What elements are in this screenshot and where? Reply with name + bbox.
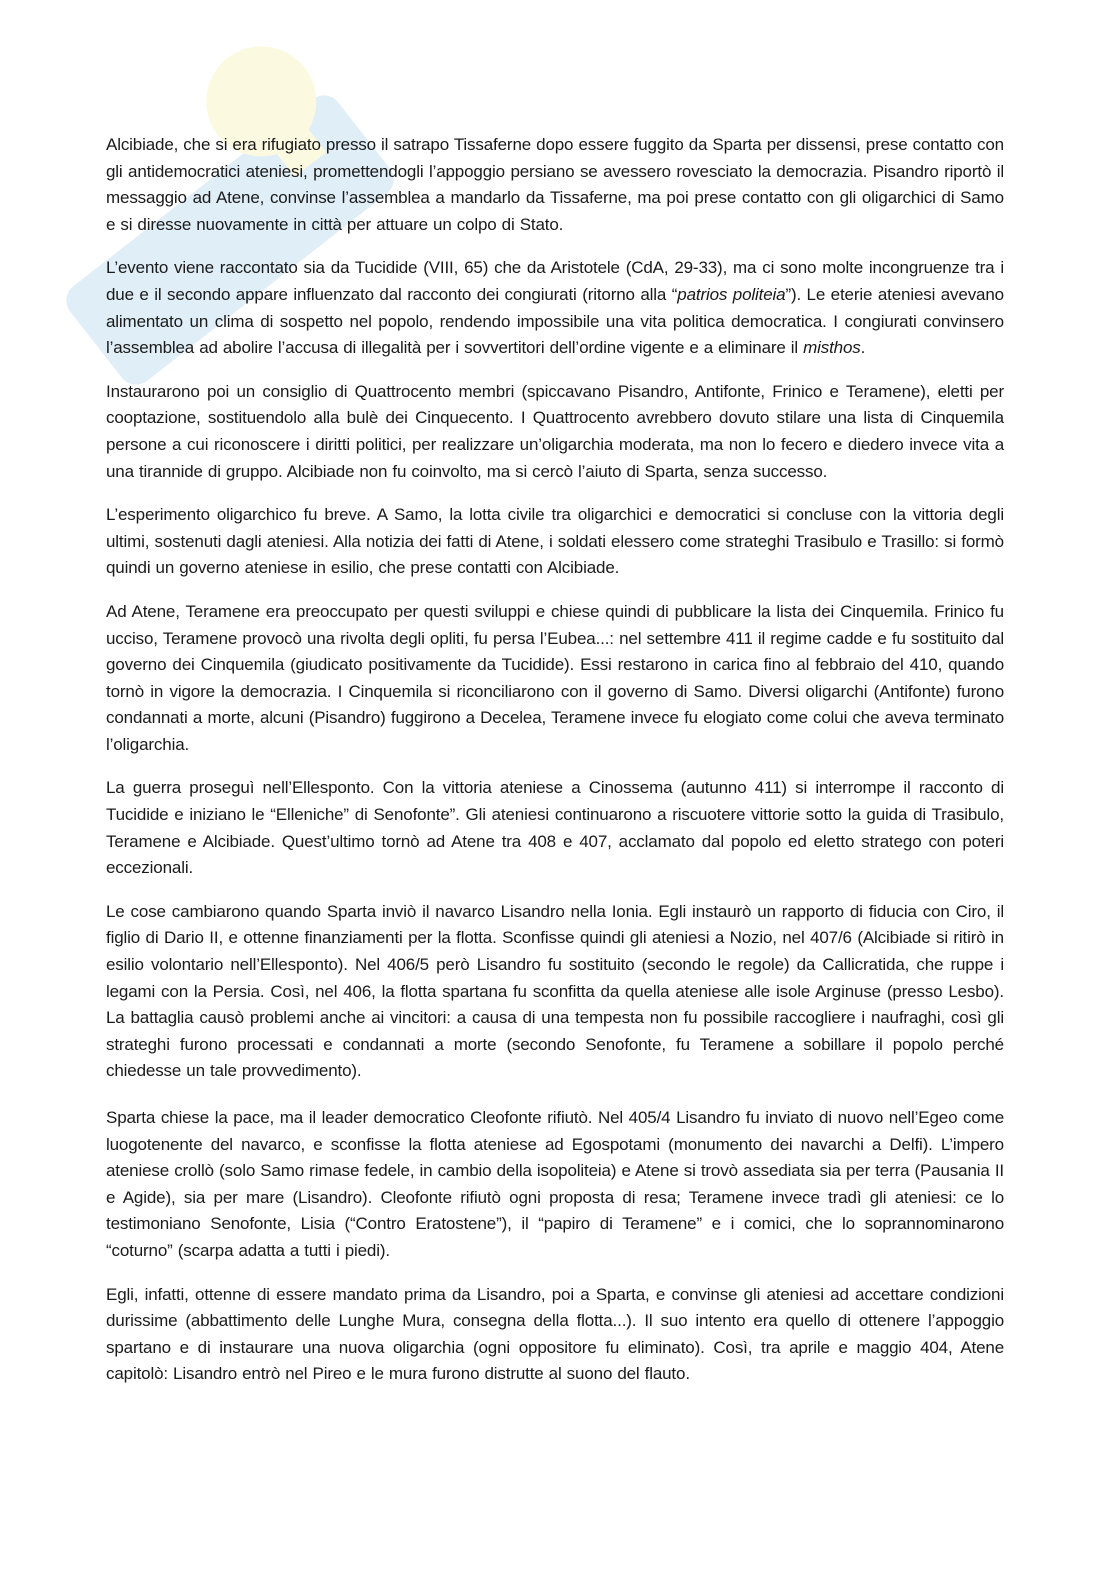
paragraph-ellesponto: La guerra proseguì nell’Ellesponto. Con la vittoria ateniese a Cinossema (autunno 411) si interrompe il racconto di Tucidide e iniziano le “Elleniche” di Senofonte”. Gli ateniesi continuarono a riscuotere vittorie sotto la guida di Trasibulo, Teramene e Alcibiade. Quest’ultimo tornò ad Atene tra 408 e 407, acclamato dal popolo ed eletto stratego con poteri eccezionali. (106, 778, 1004, 878)
paragraph-lisandro-ionia: Le cose cambiarono quando Sparta inviò il navarco Lisandro nella Ionia. Egli instaurò un rapporto di fiducia con Ciro, il figlio di Dario II, e ottenne finanziamenti per la flotta. Sconfisse quindi gli ateniesi a Nozio, nel 407/6 (Alcibiade si ritirò in esilio volontario nell’Ellesponto). Nel 406/5 però Lisandro fu sostituito (secondo le regole) da Callicratida, che ruppe i legami con la Persia. Così, nel 406, la flotta spartana fu sconfitta da quella ateniese alle isole Arginuse (presso Lesbo). La battaglia causò problemi anche ai vincitori: a causa di una tempesta non fu possibile raccogliere i naufraghi, così gli strateghi furono processati e condannati a morte (secondo Senofonte, fu Teramene a sobillare il popolo perché chiedesse un tale provvedimento). (106, 901, 1004, 1081)
paragraph-segment: . (860, 338, 866, 358)
paragraph-segment: ”). Le eterie ateniesi avevano alimentato un clima di sospetto nel popolo, rendendo impossibile una vita politica democratica. I congiurati convinsero l’assemblea ad abolire l’accusa di illegalità per i sovvertitori dell’ordine vigente e a eliminare il (106, 284, 1004, 358)
paragraph-quattrocento: Instaurarono poi un consiglio di Quattrocento membri (spiccavano Pisandro, Antifonte, Frinico e Teramene), eletti per cooptazione, sostituendolo alla bulè dei Cinquecento. I Quattrocento avrebbero dovuto stilare una lista di Cinquemila persone a cui riconoscere i diritti politici, per realizzare un’oligarchia moderata, ma non lo fecero e diedero invece vita a una tirannide di gruppo. Alcibiade non fu coinvolto, ma si cercò l’aiuto di Sparta, senza successo. (106, 381, 1004, 481)
paragraph-alcibiade: Alcibiade, che si era rifugiato presso il satrapo Tissaferne dopo essere fuggito da Sparta per dissensi, prese contatto con gli antidemocratici ateniesi, promettendogli l’appoggio persiano se avessero rovesciato la democrazia. Pisandro riportò il messaggio ad Atene, convinse l’assemblea a mandarlo da Tissaferne, ma poi prese contatto con gli oligarchici di Samo e si diresse nuovamente in città per attuare un colpo di Stato. (106, 135, 1004, 234)
paragraph-egospotami: Sparta chiese la pace, ma il leader democratico Cleofonte rifiutò. Nel 405/4 Lisandro fu inviato di nuovo nell’Egeo come luogotenente del navarco, e sconfisse la flotta ateniese ad Egospotami (monumento dei navarchi a Delfi). L’impero ateniese crollò (solo Samo rimase fedele, in cambio della isopoliteia) e Atene si trovò assediata sia per terra (Pausania II e Agide), sia per mare (Lisandro). Cleofonte rifiutò ogni proposta di resa; Teramene invece tradì gli ateniesi: ce lo testimoniano Senofonte, Lisia (“Contro Eratostene”), il “papiro di Teramene” e i comici, che lo soprannominarono “coturno” (scarpa adatta a tutti i piedi). (106, 1108, 1004, 1260)
paragraph-teramene-cinquemila: Ad Atene, Teramene era preoccupato per questi sviluppi e chiese quindi di pubblicare la lista dei Cinquemila. Frinico fu ucciso, Teramene provocò una rivolta degli opliti, fu persa l’Eubea...: nel settembre 411 il regime cadde e fu sostituito dal governo dei Cinquemila (giudicato positivamente da Tucidide). Essi restarono in carica fino al febbraio del 410, quando tornò in vigore la democrazia. I Cinquemila si riconciliarono con il governo di Samo. Diversi oligarchi (Antifonte) furono condannati a morte, alcuni (Pisandro) fuggirono a Decelea, Teramene invece fu elogiato come colui che aveva terminato l’oligarchia. (106, 601, 1004, 754)
document-page (106, 132, 1004, 1405)
paragraph-tucidide-aristotele (106, 255, 1004, 361)
term-misthos: misthos (803, 338, 861, 358)
paragraph-resa-atene: Egli, infatti, ottenne di essere mandato prima da Lisandro, poi a Sparta, e convinse gli ateniesi ad accettare condizioni durissime (abbattimento delle Lunghe Mura, consegna della flotta...). Il suo intento era quello di ottenere l’appoggio spartano e di instaurare una nuova oligarchia (ogni oppositore fu eliminato). Così, tra aprile e maggio 404, Atene capitolò: Lisandro entrò nel Pireo e le mura furono distrutte al suono del flauto. (106, 1284, 1004, 1384)
paragraph-segment: L’evento viene raccontato sia da Tucidide (VIII, 65) che da Aristotele (CdA, 29-33), ma ci sono molte incongruenze tra i due e il secondo appare influenzato dal racconto dei congiurati (ritorno alla “ (106, 258, 1004, 304)
term-patrios-politeia: patrios politeia (677, 284, 786, 304)
paragraph-esperimento-oligarchico: L’esperimento oligarchico fu breve. A Samo, la lotta civile tra oligarchici e democratici si concluse con la vittoria degli ultimi, sostenuti dagli ateniesi. Alla notizia dei fatti di Atene, i soldati elessero come strateghi Trasibulo e Trasillo: si formò quindi un governo ateniese in esilio, che prese contatti con Alcibiade. (106, 505, 1004, 578)
